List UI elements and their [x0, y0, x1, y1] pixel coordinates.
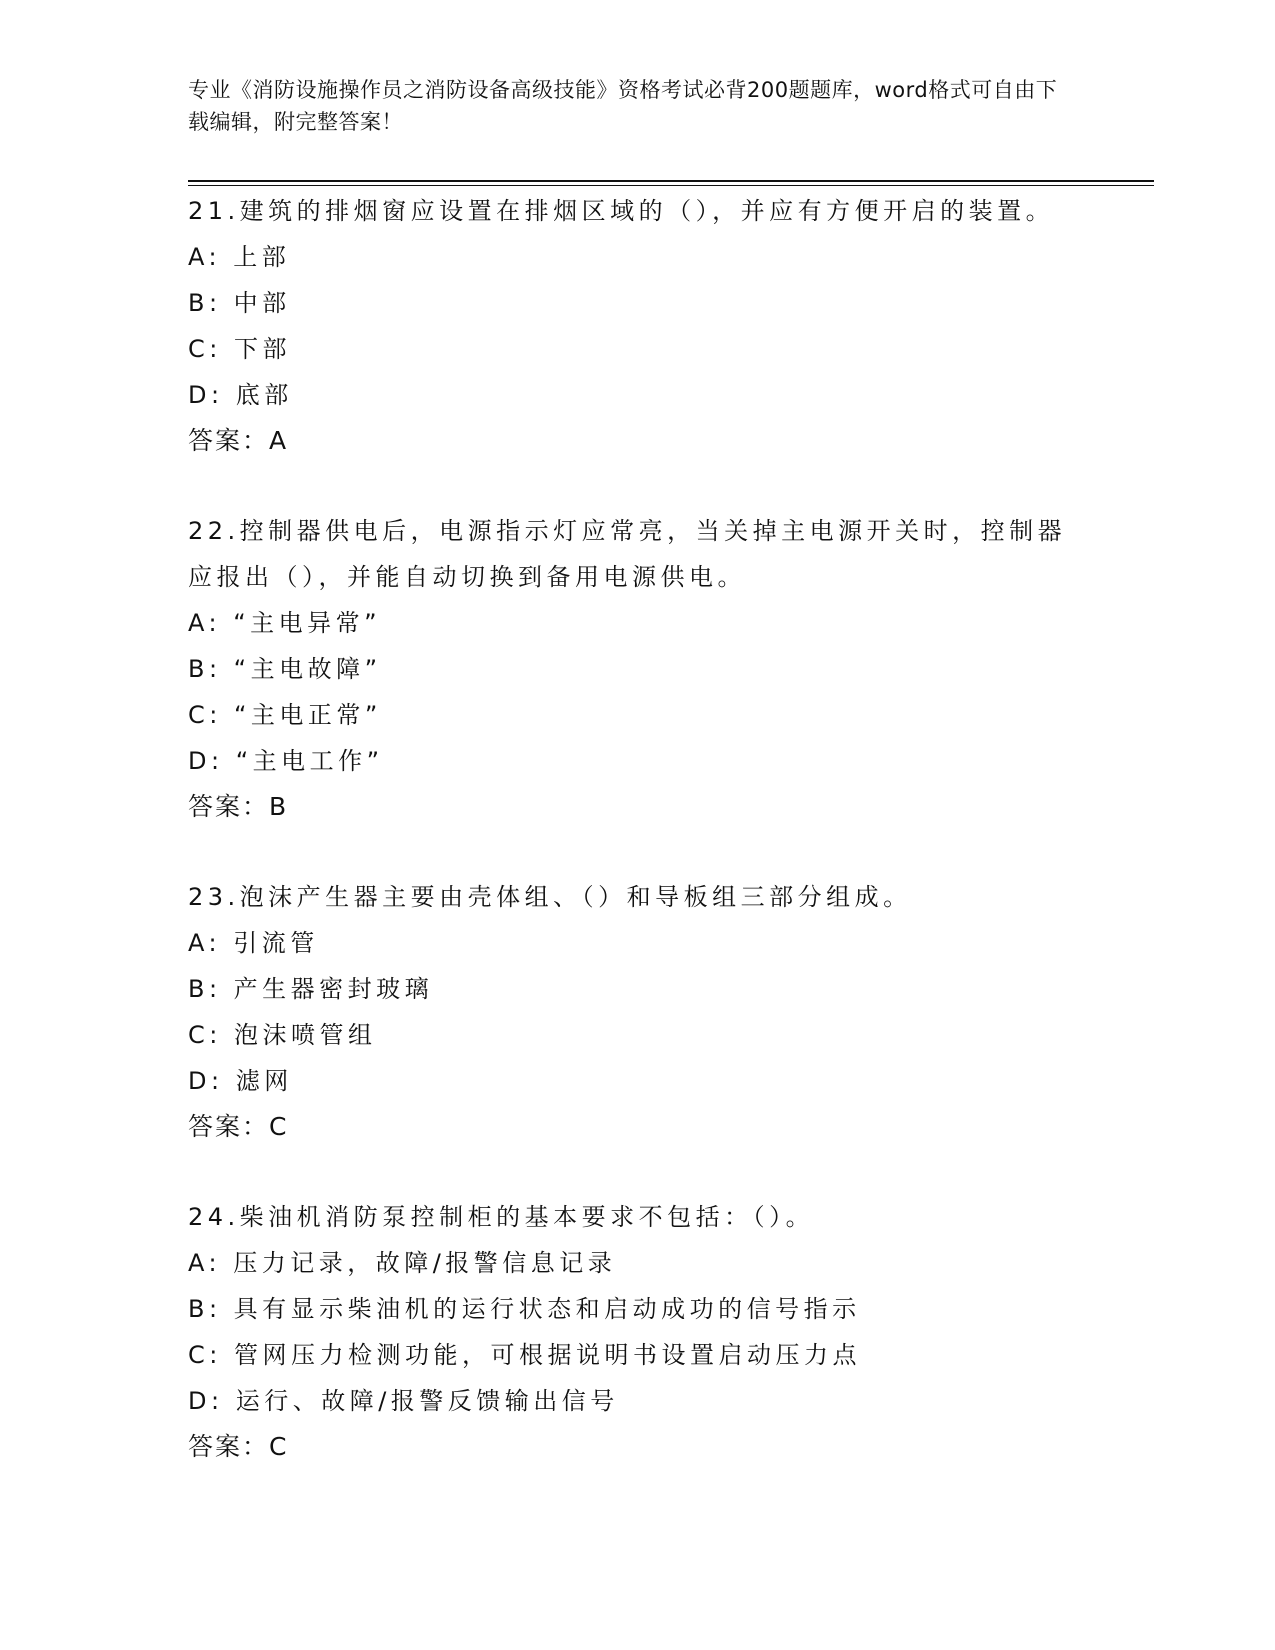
answer-line: 答案：A: [188, 426, 289, 455]
option-d: D: 运行、故障/报警反馈输出信号: [188, 1387, 619, 1415]
option-c: C: 下部: [188, 335, 291, 363]
answer-line: 答案：C: [188, 1112, 289, 1141]
option-c: C: 管网压力检测功能，可根据说明书设置启动压力点: [188, 1341, 861, 1369]
option-c: C: 泡沫喷管组: [188, 1021, 377, 1049]
option-a: A: 压力记录，故障/报警信息记录: [188, 1249, 617, 1277]
header-divider-top: [188, 180, 1154, 182]
question-23: [188, 874, 1088, 1150]
question-text: 22.控制器供电后，电源指示灯应常亮，当关掉主电源开关时，控制器应报出（），并能自动切换到备用电源供电。: [188, 517, 1067, 591]
option-a: A: 上部: [188, 243, 291, 271]
option-a: A: “主电异常”: [188, 609, 382, 637]
answer-line: 答案：C: [188, 1432, 289, 1461]
question-text: 24.柴油机消防泵控制柜的基本要求不包括：（）。: [188, 1203, 815, 1231]
option-b: B: “主电故障”: [188, 655, 382, 683]
option-d: D: 滤网: [188, 1067, 293, 1095]
document-header: 专业《消防设施操作员之消防设备高级技能》资格考试必背200题题库，word格式可自由下载编辑，附完整答案！: [188, 78, 1058, 134]
answer-line: 答案：B: [188, 792, 289, 821]
question-text: 21.建筑的排烟窗应设置在排烟区域的（），并应有方便开启的装置。: [188, 197, 1055, 225]
option-b: B: 具有显示柴油机的运行状态和启动成功的信号指示: [188, 1295, 861, 1323]
option-d: D: “主电工作”: [188, 747, 384, 775]
option-c: C: “主电正常”: [188, 701, 382, 729]
option-a: A: 引流管: [188, 929, 319, 957]
header-divider-bottom: [188, 185, 1154, 186]
option-b: B: 中部: [188, 289, 291, 317]
question-text: 23.泡沫产生器主要由壳体组、（）和导板组三部分组成。: [188, 883, 912, 911]
option-b: B: 产生器密封玻璃: [188, 975, 434, 1003]
question-21: [188, 188, 1088, 464]
question-list: [188, 188, 1088, 1514]
question-22: [188, 508, 1088, 830]
question-24: [188, 1194, 1088, 1470]
option-d: D: 底部: [188, 381, 293, 409]
